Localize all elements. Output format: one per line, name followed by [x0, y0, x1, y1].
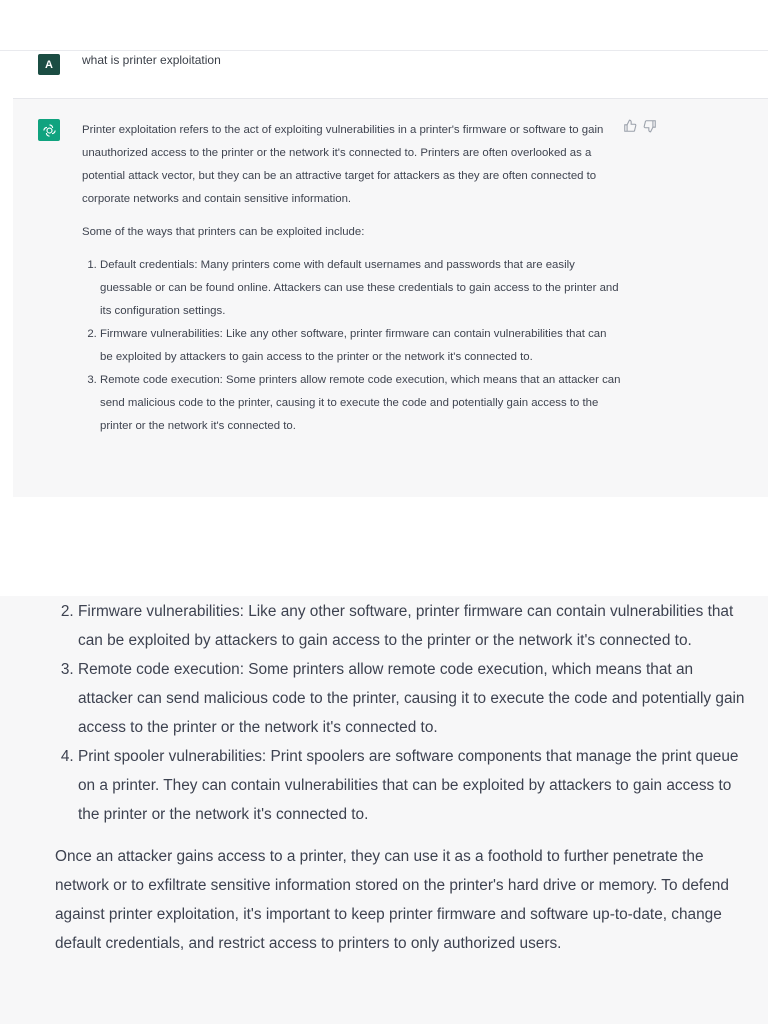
list-item: 2. Firmware vulnerabilities: Like any other software, printer firmware can contain vulnerabilities that can be exploited by attackers to gain access to the printer or the network it's connected to. [100, 323, 622, 369]
exploit-list [82, 254, 622, 438]
conclusion-paragraph: Once an attacker gains access to a printer, they can use it as a foothold to further penetrate the network or to exfiltrate sensitive information stored on the printer's hard drive or memory. To defend against printer exploitation, it's important to keep printer firmware and software up-to-date, change default credentials, and restrict access to printers to only authorized users. [55, 848, 729, 952]
lead-paragraph: Some of the ways that printers can be exploited include: [82, 226, 365, 238]
openai-logo-icon [38, 119, 60, 141]
feedback-buttons [623, 119, 657, 133]
list-item: 3. Remote code execution: Some printers allow remote code execution, which means that an attacker can send malicious code to the printer, causing it to execute the code and potentially gain access to the printer or the network it's connected to. [78, 655, 745, 742]
thumbs-up-icon[interactable] [623, 119, 637, 133]
list-item: 3. Remote code execution: Some printers allow remote code execution, which means that an attacker can send malicious code to the printer, causing it to execute the code and potentially gain access to the printer or the network it's connected to. [100, 369, 622, 438]
user-message-text: what is printer exploitation [82, 53, 221, 67]
assistant-message-continued [55, 597, 745, 958]
intro-paragraph: Printer exploitation refers to the act of exploiting vulnerabilities in a printer's firmware or software to gain unauthorized access to the printer or the network it's connected to. Printers are often overlooked as a potential attack vector, but they can be an attractive target for attackers as they are often connected to corporate networks and contain sensitive information. [82, 124, 604, 205]
user-avatar: A [38, 54, 60, 75]
list-item: 2. Firmware vulnerabilities: Like any other software, printer firmware can contain vulnerabilities that can be exploited by attackers to gain access to the printer or the network it's connected to. [78, 597, 745, 655]
assistant-message-row [13, 98, 768, 497]
chat-screenshot-top [0, 0, 768, 496]
list-item: 4. Print spooler vulnerabilities: Print spoolers are software components that manage the print queue on a printer. They can contain vulnerabilities that can be exploited by attackers to gain access to the printer or the network it's connected to. [78, 742, 745, 829]
exploit-list-continued [55, 597, 745, 829]
thumbs-down-icon[interactable] [643, 119, 657, 133]
list-item: 1. Default credentials: Many printers come with default usernames and passwords that are easily guessable or can be found online. Attackers can use these credentials to gain access to the printer and its configuration settings. [100, 254, 622, 323]
chat-screenshot-bottom [0, 596, 768, 1024]
assistant-message-body [82, 119, 622, 438]
user-message-row [0, 50, 768, 99]
